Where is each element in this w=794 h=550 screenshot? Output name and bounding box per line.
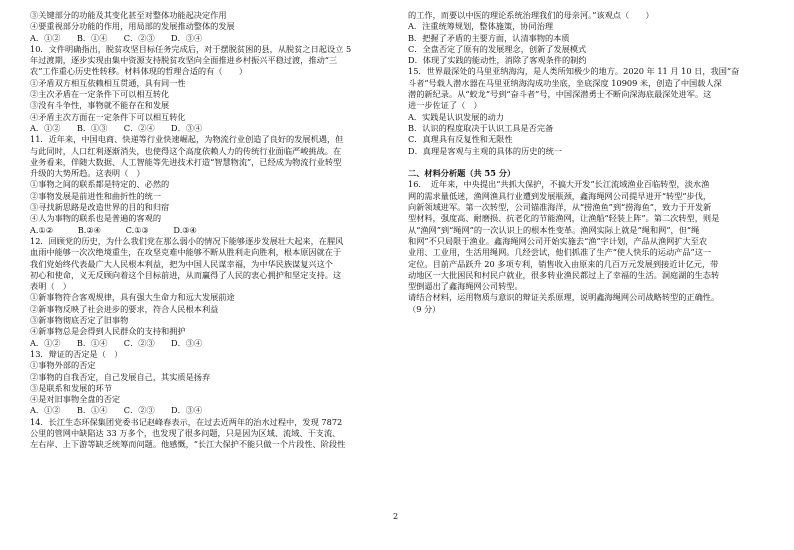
page-number: 2 <box>393 512 399 521</box>
text-line: 14．长江生态环保集团党委书记赵峰春表示，在过去近两年的治水过程中，发现 7872 <box>30 416 343 427</box>
text-line: A．①② B．①④ C．②③ D．③④ <box>30 32 203 43</box>
text-line: 升级的大势所趋。这表明（ ） <box>30 168 145 179</box>
text-line: 动地区一大批困民和村民户就业，很多转业渔民都过上了幸福的生活。洞庭湖的生态转 <box>408 269 720 280</box>
text-line: 我们党始终代表最广大人民根本利益，把为中国人民谋幸福，为中华民族谋复兴这个 <box>30 258 333 269</box>
text-line: D．真理是客观与主观的具体的历史的统一 <box>408 145 562 156</box>
text-line: A．①② B．①④ C．②③ D．③④ <box>30 405 203 416</box>
text-line: ③没有斗争性，事物就不能存在和发展 <box>30 100 170 111</box>
text-line: 血雨中能够一次次绝境重生，在攻坚克难中能够不断从胜利走向胜利，根本原因就在于 <box>30 247 342 258</box>
text-line: 年过渡期，逐步实现由集中资源支持脱贫攻坚向全面推进乡村振兴平稳过渡，推动“三 <box>30 55 338 66</box>
text-line: 13．辩证的否定是（ ） <box>30 348 123 359</box>
right-column <box>408 10 770 315</box>
text-line: 15．世界最深处的马里亚纳海沟，是人类所知极少的地方。2020 年 11 月 10 日，我国“奋 <box>408 66 740 77</box>
text-line: C．真理具有反复性和无限性 <box>408 134 513 145</box>
text-line: ③是联系和发展的环节 <box>30 382 112 393</box>
text-line: 从“渔网”到“绳网”的一次认识上的根本性变革。渔网实际上就是“绳和网”，但“绳 <box>408 224 700 235</box>
text-line: B．认识的程度取决于认识工具是否完备 <box>408 122 554 133</box>
text-line: C．全盘否定了原有的发展理念，创新了发展模式 <box>408 43 587 54</box>
text-line: 与此同时，人口红利逐渐消失，也使得这个高度依赖人力的传统行业面临严峻挑战。在 <box>30 145 342 156</box>
text-line: D．体现了实践的能动性，消除了客观条件的制约 <box>408 55 587 66</box>
text-line: ①矛盾双方相互依赖相互贯通，具有同一性 <box>30 77 186 88</box>
text-line: B．把握了矛盾的主要方面，认清事物的本质 <box>408 32 570 43</box>
text-line: ①事物外部的否定 <box>30 360 96 371</box>
text-line: ③关键部分的功能及其变化甚至对整体功能起决定作用 <box>30 10 227 20</box>
text-line: A．①② B．①④ C．②③ D．③④ <box>30 337 203 348</box>
text-line: ②新事物反映了社会进步的要求，符合人民根本利益 <box>30 303 219 314</box>
text-line: A．①② B．①③ C．②④ D．③④ <box>30 122 203 133</box>
text-line: 左右岸、上下游等缺乏统筹而问题。他感慨，“长江大保护不能只做一个片段性、阶段性 <box>30 439 346 450</box>
text-line: A．实践是认识发展的动力 <box>408 111 504 122</box>
text-line: ④是对旧事物全盘的否定 <box>30 394 121 405</box>
left-column <box>30 10 390 451</box>
text-line: 表明（ ） <box>30 281 71 292</box>
text-line: 型倒逼出了鑫海绳网公司转型。 <box>408 281 523 292</box>
text-line: 10．文件明确指出，脱贫攻坚目标任务完成后，对于摆脱贫困的县，从脱贫之日起设立 5 <box>30 43 352 54</box>
text-line: 网的需求量低迷，渔网渔具行业遭到发展瓶颈，鑫海绳网公司提早进开“转型”步伐， <box>408 190 712 201</box>
text-line: ①新事物符合客观规律，具有强大生命力和远大发展前途 <box>30 292 235 303</box>
text-line: 12．回顾党的历史，为什么我们党在那么弱小的情况下能够逐步发展壮大起来，在腥风 <box>30 235 344 246</box>
text-line: ④矛盾主次方面在一定条件下可以相互转化 <box>30 111 186 122</box>
text-line: 请结合材料，运用物质与意识的辩证关系原理，说明鑫海绳网公司战略转型的正确性。 <box>408 292 720 303</box>
text-line: 的工作，而要以中医的理论系统治理我们的母亲河。”该观点（ ） <box>408 10 654 20</box>
text-line: 业用、工业用，生活用绳网。几经尝试，他们抓准了生产“使人快乐的运动产品”这一 <box>408 247 712 258</box>
text-line: ②事物发展是前进性和曲折性的统一 <box>30 190 162 201</box>
text-line: 农”工作重心历史性转移。材料体现的哲理合适的有（ ） <box>30 66 248 77</box>
text-line <box>408 157 770 168</box>
text-line: ③寻找新思路是改造世界的目的和归宿 <box>30 202 170 213</box>
text-line: ③新事物彻底否定了旧事物 <box>30 315 129 326</box>
text-line: A.①② B.②④ C.①③ D.③④ <box>30 224 197 235</box>
text-line: ①事物之间的联系都是特定的、必然的 <box>30 179 170 190</box>
text-line: ④人为事物的联系也是普遍的客观的 <box>30 213 162 224</box>
text-line: 潜的新纪录。从“蛟龙”号到“奋斗者”号，中国深潜勇士不断向深海底最深处进军。这 <box>408 89 712 100</box>
text-line: 进一步佐证了（ ） <box>408 100 482 111</box>
text-line: ②事物的自我否定，自己发展自己，其实质是扬弃 <box>30 371 211 382</box>
text-line: 向新领域进军。第一次转型，公司锚准海洋，从“捞渔鱼”到“捞海鱼”，致力于开发新 <box>408 202 712 213</box>
text-line: ④新事物总是会得到人民群众的支持和拥护 <box>30 326 186 337</box>
text-line: （9 分） <box>408 303 441 314</box>
text-line: 业务看来，伴随大数据、人工智能等先进技术打造“智慧物流”，已经成为物流行业转型 <box>30 156 342 167</box>
text-line: 和网”不只局限于渔业。鑫海绳网公司开始实施去“渔”字计划，产品从渔网扩大至农 <box>408 235 708 246</box>
text-line: 二、材料分析题（共 55 分） <box>408 168 516 179</box>
text-line: 11．近年来，中国电商、快递等行业快速崛起，为物流行业创造了良好的发展机遇，但 <box>30 134 344 145</box>
text-line: 定位。目前产品跃升 20 多项专利，销售收入由原来的几百万元发展到接近计亿元，带 <box>408 258 719 269</box>
text-line: ②主次矛盾在一定条件下可以相互转化 <box>30 89 170 100</box>
text-line: 斗者”号载人潜水器在马里亚纳海沟成功坐底，坐底深度 10909 米，创造了中国载人深 <box>408 77 722 88</box>
text-line: 初心和使命，义无反顾向着这个目标前进，从而赢得了人民的衷心拥护和坚定支持。这 <box>30 269 342 280</box>
text-line: A．注重统筹规划，整体施策，协同治理 <box>408 21 554 32</box>
text-line: 型材料，强度高、耐磨损、抗老化的节能渔网，让渔船“轻装上阵”。第二次转型，则是 <box>408 213 720 224</box>
text-line: 公里的管网中缺陷达 33 万多个，也发现了很多问题，只是因为区域、流域、干支流、 <box>30 427 341 438</box>
text-line: 16． 近年来，中央提出“共抓大保护，不搞大开发”长江流域渔业百临转型，淡水渔 <box>408 179 710 190</box>
text-line: ④要重视部分功能的作用，用局部的发展推动整体的发展 <box>30 21 235 32</box>
